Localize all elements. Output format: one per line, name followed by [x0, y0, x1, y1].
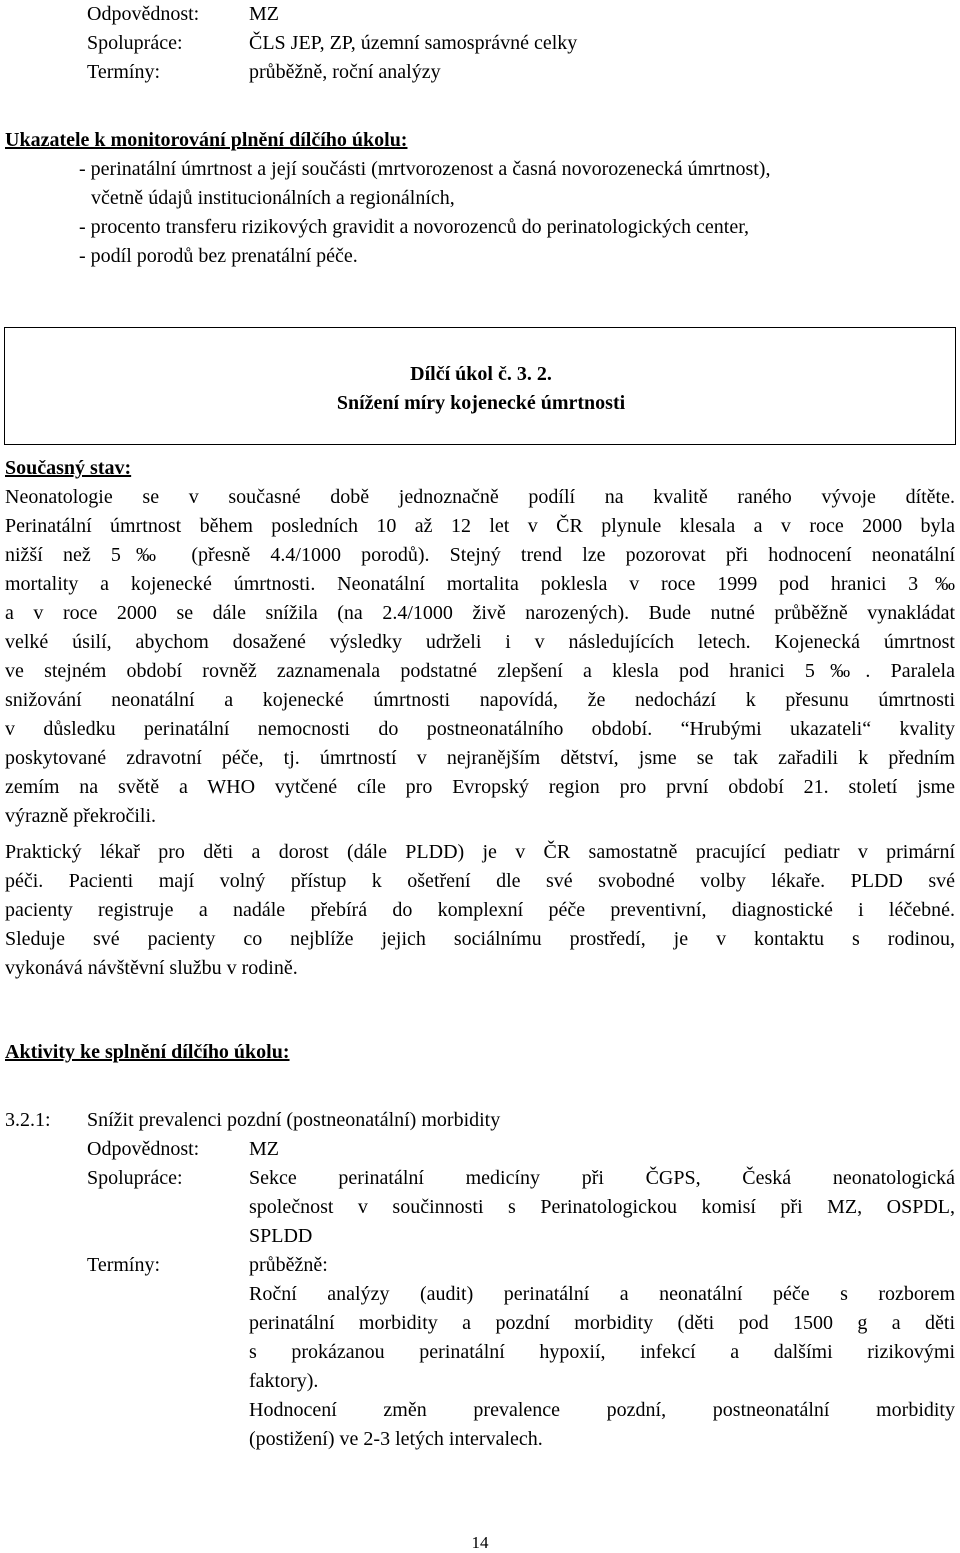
responsibility-row: [0, 0, 960, 29]
paragraph-line: velké úsilí, abychom dosažené výsledky udrželi i v následujících letech. Kojenecká úmrtnost: [5, 631, 955, 653]
paragraph-line: péči. Pacienti mají volný přístup k ošetření dle své svobodné volby lékaře. PLDD své: [5, 870, 955, 892]
activity-deadlines-value: průběžně:: [249, 1254, 328, 1276]
deadlines-label: Termíny:: [87, 61, 161, 83]
paragraph-line: v důsledku perinatální nemocnosti do postneonatálního období. “Hrubými ukazateli“ kvality: [5, 718, 955, 740]
deadlines-row: [0, 58, 960, 87]
cooperation-label: Spolupráce:: [87, 32, 183, 54]
paragraph-line: výrazně překročili.: [5, 805, 157, 827]
indicator-line: - perinatální úmrtnost a její součásti (mrtvorozenost a časná novorozenecká úmrtnost),: [79, 158, 771, 180]
deadlines-value: průběžně, roční analýzy: [249, 61, 441, 83]
current-state-heading: Současný stav:: [5, 457, 132, 479]
task-title: Snížení míry kojenecké úmrtnosti: [336, 392, 626, 414]
paragraph-line: pacienty registruje a nadále přebírá do komplexní péče preventivní, diagnostické i léčebné.: [5, 899, 955, 921]
paragraph-line: Praktický lékař pro děti a dorost (dále PLDD) je v ČR samostatně pracující pediatr v primární: [5, 841, 955, 863]
paragraph-line: nižší než 5‰ (přesně 4.4/1000 porodů). Stejný trend lze pozorovat při hodnocení neonatální: [5, 544, 955, 566]
paragraph-line: Perinatální úmrtnost během posledních 10 až 12 let v ČR plynule klesala a v roce 2000 byla: [5, 515, 955, 537]
activity-cooperation-label: Spolupráce:: [87, 1167, 183, 1189]
responsibility-value: MZ: [249, 3, 279, 25]
paragraph-line: a v roce 2000 se dále snížila (na 2.4/1000 živě narozených). Bude nutné průběžně vynakládat: [5, 602, 955, 624]
activity-responsibility-label: Odpovědnost:: [87, 1138, 200, 1160]
activity-deadlines-line: Roční analýzy (audit) perinatální a neonatální péče s rozborem: [249, 1283, 955, 1305]
indicator-line: - podíl porodů bez prenatální péče.: [79, 245, 358, 267]
activities-heading: Aktivity ke splnění dílčího úkolu:: [5, 1041, 290, 1063]
activity-number: 3.2.1:: [5, 1109, 51, 1131]
paragraph-line: ve stejném období rovněž zaznamenala podstatné zlepšení a klesla pod hranici 5‰. Paralela: [5, 660, 955, 682]
task-number: Dílčí úkol č. 3. 2.: [410, 363, 552, 385]
cooperation-value: ČLS JEP, ZP, územní samosprávné celky: [249, 32, 578, 54]
paragraph-line: mortality a kojenecké úmrtnosti. Neonatální mortalita poklesla v roce 1999 pod hranici 3‰: [5, 573, 955, 595]
activity-evaluation-line: Hodnocení změn prevalence pozdní, postneonatální morbidity: [249, 1399, 955, 1421]
cooperation-row: [0, 29, 960, 58]
indicators-heading: Ukazatele k monitorování plnění dílčího úkolu:: [5, 129, 408, 151]
paragraph-line: snižování neonatální a kojenecké úmrtnosti napovídá, že nedochází k přesunu úmrtnosti: [5, 689, 955, 711]
paragraph-line: zemím na světě a WHO vytčené cíle pro Evropský region pro první období 21. století jsme: [5, 776, 955, 798]
activity-responsibility-value: MZ: [249, 1138, 279, 1160]
activity-deadlines-line: faktory).: [249, 1370, 319, 1392]
paragraph-line: vykonává návštěvní službu v rodině.: [5, 957, 298, 979]
activity-deadlines-line: s prokázanou perinatální hypoxií, infekcí a dalšími rizikovými: [249, 1341, 955, 1363]
activity-cooperation-line: Sekce perinatální medicíny při ČGPS, Česká neonatologická: [249, 1167, 955, 1189]
page-number: 14: [471, 1533, 489, 1552]
indicator-line: včetně údajů institucionálních a regionálních,: [91, 187, 455, 209]
paragraph-line: Neonatologie se v současné době jednoznačně podílí na kvalitě raného vývoje dítěte.: [5, 486, 955, 508]
paragraph-line: poskytované zdravotní péče, tj. úmrtností v nejranějším dětství, jsme se tak zařadili k předním: [5, 747, 955, 769]
activity-cooperation-line: společnost v součinnosti s Perinatologickou komisí při MZ, OSPDL,: [249, 1196, 955, 1218]
activity-cooperation-line: SPLDD: [249, 1225, 313, 1247]
task-box: [4, 327, 956, 445]
activity-deadlines-label: Termíny:: [87, 1254, 161, 1276]
indicator-line: - procento transferu rizikových gravidit a novorozenců do perinatologických center,: [79, 216, 750, 238]
responsibility-label: Odpovědnost:: [87, 3, 200, 25]
paragraph-line: Sleduje své pacienty co nejblíže jejich sociálnímu prostředí, je v kontaktu s rodinou,: [5, 928, 955, 950]
activity-evaluation-line: (postižení) ve 2-3 letých intervalech.: [249, 1428, 543, 1450]
activity-title: Snížit prevalenci pozdní (postneonatální) morbidity: [87, 1109, 501, 1131]
activity-deadlines-line: perinatální morbidity a pozdní morbidity (děti pod 1500 g a děti: [249, 1312, 955, 1334]
